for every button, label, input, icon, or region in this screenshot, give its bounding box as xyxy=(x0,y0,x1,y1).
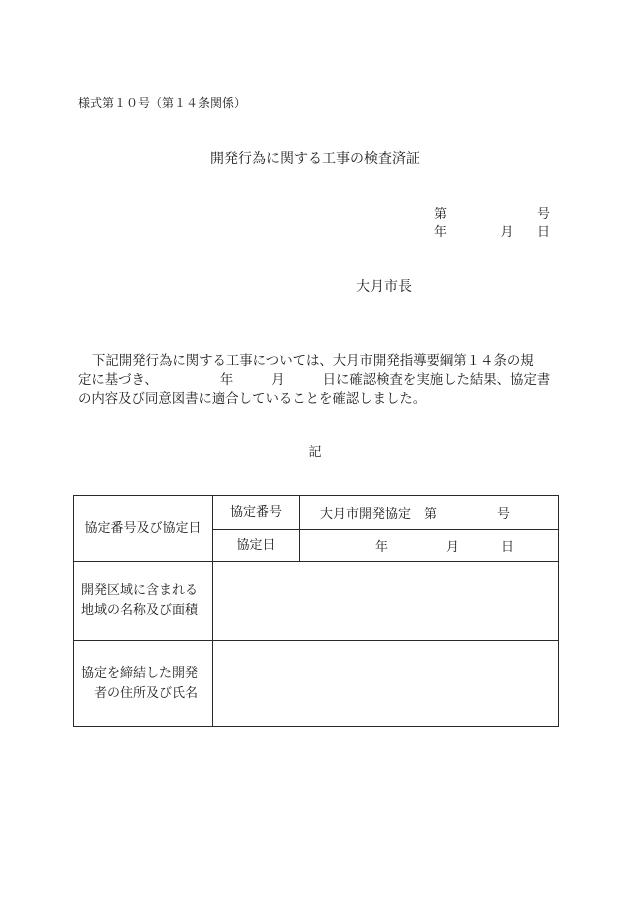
date-day: 日 xyxy=(536,225,550,240)
body-line-2: 定に基づき、 年 月 日に確認検査を実施した結果、協定書 xyxy=(78,373,551,388)
developer-info-label: 協定を締結した開発 者の住所及び氏名 xyxy=(74,641,213,727)
form-number: 様式第１０号（第１４条関係） xyxy=(78,96,247,110)
body-line-1: 下記開発行為に関する工事については、大月市開発指導要綱第１４条の規 xyxy=(92,354,534,369)
agreement-number-prefix: 大月市開発協定 第 xyxy=(320,507,438,522)
agreement-date-label: 協定日 xyxy=(213,530,300,562)
info-table xyxy=(73,495,559,727)
body-text xyxy=(78,352,560,409)
developer-info-field[interactable] xyxy=(213,641,559,727)
date-month: 月 xyxy=(500,225,514,240)
agreement-number-label: 協定番号 xyxy=(213,496,300,530)
document-number-line xyxy=(434,208,550,221)
agreement-date-field[interactable] xyxy=(300,530,559,562)
body-line-3: の内容及び同意図書に適合していることを確認しました。 xyxy=(78,392,427,407)
agreement-number-suffix: 号 xyxy=(497,507,511,522)
agreement-date-year: 年 xyxy=(375,540,389,555)
number-suffix: 号 xyxy=(536,207,550,222)
issuer-name: 大月市長 xyxy=(356,279,412,295)
development-area-label: 開発区域に含まれる 地域の名称及び面積 xyxy=(74,562,213,641)
development-area-field[interactable] xyxy=(213,562,559,641)
number-prefix: 第 xyxy=(434,207,448,222)
ki-heading: 記 xyxy=(308,445,322,460)
date-year: 年 xyxy=(434,225,448,240)
document-date-line xyxy=(434,226,550,239)
agreement-number-field[interactable] xyxy=(300,496,559,530)
agreement-date-month: 月 xyxy=(446,540,460,555)
agreement-date-day: 日 xyxy=(501,540,515,555)
agreement-header-cell: 協定番号及び協定日 xyxy=(74,496,213,562)
document-title: 開発行為に関する工事の検査済証 xyxy=(210,151,420,167)
